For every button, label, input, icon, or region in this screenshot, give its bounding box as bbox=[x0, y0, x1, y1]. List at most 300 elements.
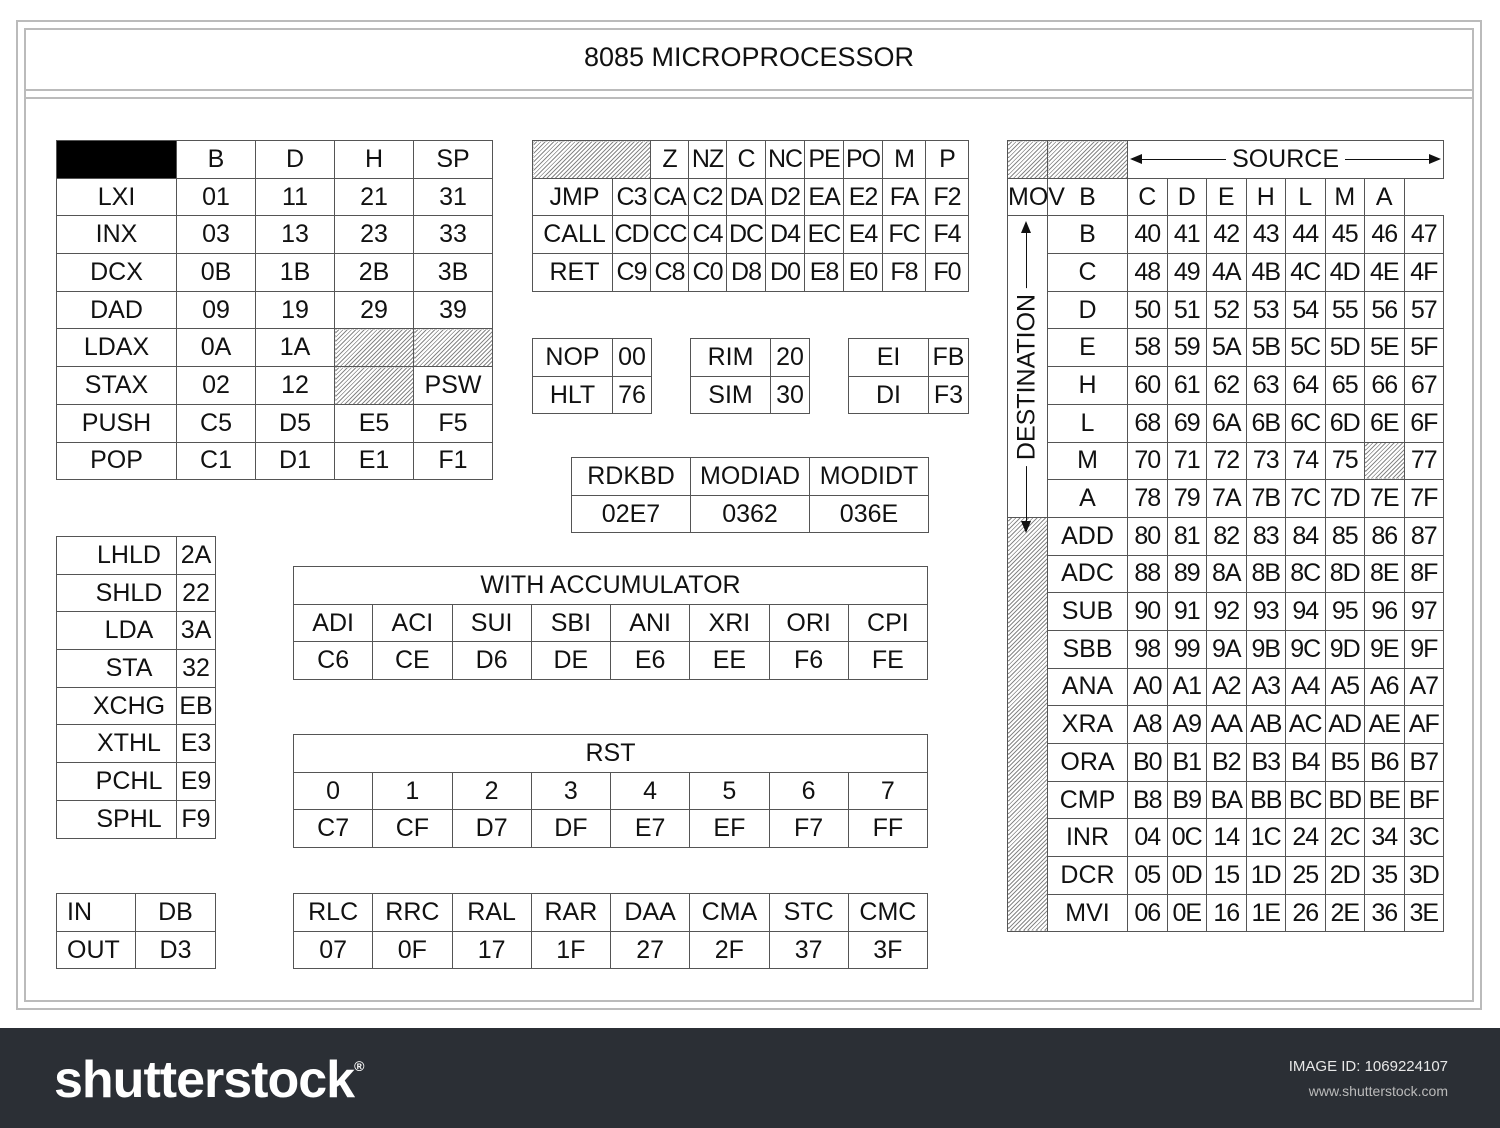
table-row bbox=[57, 800, 216, 838]
hatched-corner-cell bbox=[1008, 141, 1048, 179]
load-store-table bbox=[56, 536, 216, 839]
destination-register: B bbox=[1048, 216, 1128, 254]
opcode-cell: D8 bbox=[727, 254, 766, 292]
opcode-cell: 96 bbox=[1365, 593, 1405, 631]
opcode-cell: 14 bbox=[1207, 819, 1247, 857]
opcode-cell: B8 bbox=[1128, 781, 1168, 819]
opcode-cell: B7 bbox=[1404, 744, 1444, 782]
opcode-cell: 9B bbox=[1246, 630, 1286, 668]
opcode-cell: 6F bbox=[1404, 404, 1444, 442]
opcode-cell: D7 bbox=[452, 810, 531, 848]
table-row bbox=[57, 216, 493, 254]
opcode-cell: 03 bbox=[177, 216, 256, 254]
instruction-label: OUT bbox=[57, 931, 136, 969]
instruction-label: SBB bbox=[1048, 630, 1128, 668]
opcode-cell: DB bbox=[136, 894, 216, 932]
instruction-label: DCR bbox=[1048, 857, 1128, 895]
opcode-cell: 67 bbox=[1404, 367, 1444, 405]
routine-address: 0362 bbox=[691, 495, 810, 533]
opcode-cell: 6A bbox=[1207, 404, 1247, 442]
hatched-corner-cell bbox=[533, 141, 651, 179]
hatched-corner-cell bbox=[1048, 141, 1128, 179]
opcode-cell: C5 bbox=[177, 404, 256, 442]
opcode-cell: 85 bbox=[1325, 517, 1365, 555]
opcode-cell: 0C bbox=[1167, 819, 1207, 857]
opcode-cell: DC bbox=[727, 216, 766, 254]
table-row bbox=[57, 404, 493, 442]
rst-number: 2 bbox=[452, 772, 531, 810]
opcode-cell: 06 bbox=[1128, 894, 1168, 932]
opcode-cell: 4A bbox=[1207, 254, 1247, 292]
opcode-cell: 5F bbox=[1404, 329, 1444, 367]
table-row bbox=[57, 687, 216, 725]
header-cell: NC bbox=[766, 141, 805, 179]
opcode-cell: E6 bbox=[611, 642, 690, 680]
opcode-cell: 23 bbox=[335, 216, 414, 254]
opcode-cell: C4 bbox=[689, 216, 727, 254]
opcode-cell: B6 bbox=[1365, 744, 1405, 782]
opcode-cell: B4 bbox=[1286, 744, 1326, 782]
instruction-label: ADI bbox=[294, 604, 373, 642]
source-register: B bbox=[1048, 178, 1128, 216]
opcode-cell: 04 bbox=[1128, 819, 1168, 857]
instruction-label: DAA bbox=[611, 894, 690, 932]
rst-number: 1 bbox=[373, 772, 452, 810]
instruction-label: PCHL bbox=[57, 763, 177, 801]
source-register: A bbox=[1365, 178, 1405, 216]
opcode-cell: 90 bbox=[1128, 593, 1168, 631]
opcode-cell: 9E bbox=[1365, 630, 1405, 668]
header-cell: P bbox=[926, 141, 969, 179]
opcode-cell: FA bbox=[883, 178, 926, 216]
brand-name: shutterstock bbox=[54, 1051, 355, 1109]
table-row bbox=[1008, 744, 1444, 782]
header-cell: D bbox=[256, 141, 335, 179]
opcode-cell: 5A bbox=[1207, 329, 1247, 367]
table-row bbox=[1008, 367, 1444, 405]
rst-number: 3 bbox=[531, 772, 610, 810]
opcode-cell: 2E bbox=[1325, 894, 1365, 932]
opcode-cell: 3D bbox=[1404, 857, 1444, 895]
table-row bbox=[1008, 668, 1444, 706]
opcode-cell: 19 bbox=[256, 291, 335, 329]
instruction-label: ADC bbox=[1048, 555, 1128, 593]
opcode-cell: E2 bbox=[844, 178, 883, 216]
opcode-cell: 1A bbox=[256, 329, 335, 367]
opcode-cell: 86 bbox=[1365, 517, 1405, 555]
opcode-cell: CE bbox=[373, 642, 452, 680]
opcode-cell: AB bbox=[1246, 706, 1286, 744]
opcode-cell: 7F bbox=[1404, 480, 1444, 518]
opcode-cell: 52 bbox=[1207, 291, 1247, 329]
opcode-cell: AF bbox=[1404, 706, 1444, 744]
opcode-cell: 7C bbox=[1286, 480, 1326, 518]
opcode-cell: 1F bbox=[531, 931, 610, 969]
opcode-cell: A1 bbox=[1167, 668, 1207, 706]
title-divider bbox=[24, 89, 1474, 91]
opcode-cell: A9 bbox=[1167, 706, 1207, 744]
instruction-label: INX bbox=[57, 216, 177, 254]
opcode-cell: 83 bbox=[1246, 517, 1286, 555]
opcode-cell: C9 bbox=[613, 254, 651, 292]
table-header-row bbox=[533, 141, 969, 179]
table-row bbox=[1008, 706, 1444, 744]
opcode-cell: 8E bbox=[1365, 555, 1405, 593]
opcode-cell: 27 bbox=[611, 931, 690, 969]
opcode-cell: 26 bbox=[1286, 894, 1326, 932]
opcode-cell: 45 bbox=[1325, 216, 1365, 254]
opcode-cell: EE bbox=[690, 642, 769, 680]
opcode-cell: B9 bbox=[1167, 781, 1207, 819]
header-cell: PO bbox=[844, 141, 883, 179]
instruction-label: JMP bbox=[533, 178, 613, 216]
opcode-cell: 70 bbox=[1128, 442, 1168, 480]
opcode-cell: 40 bbox=[1128, 216, 1168, 254]
opcode-cell: 82 bbox=[1207, 517, 1247, 555]
opcode-cell: 2D bbox=[1325, 857, 1365, 895]
opcode-cell: A4 bbox=[1286, 668, 1326, 706]
routine-address: 02E7 bbox=[572, 495, 691, 533]
opcode-cell: FE bbox=[848, 642, 927, 680]
opcode-cell: 7B bbox=[1246, 480, 1286, 518]
instruction-label: RIM bbox=[691, 339, 771, 377]
header-cell: PE bbox=[805, 141, 844, 179]
opcode-cell: 98 bbox=[1128, 630, 1168, 668]
instruction-label: CMC bbox=[848, 894, 927, 932]
opcode-cell: 32 bbox=[177, 650, 216, 688]
opcode-cell: 39 bbox=[414, 291, 493, 329]
table-row bbox=[57, 178, 493, 216]
destination-register: H bbox=[1048, 367, 1128, 405]
opcode-cell: 80 bbox=[1128, 517, 1168, 555]
mov-label: MOV bbox=[1008, 178, 1048, 216]
routine-name: MODIDT bbox=[810, 458, 929, 496]
opcode-cell: 9D bbox=[1325, 630, 1365, 668]
opcode-cell: 42 bbox=[1207, 216, 1247, 254]
destination-register: M bbox=[1048, 442, 1128, 480]
opcode-cell: DE bbox=[531, 642, 610, 680]
opcode-cell: 8A bbox=[1207, 555, 1247, 593]
instruction-label: INR bbox=[1048, 819, 1128, 857]
destination-label: DESTINATION bbox=[1013, 288, 1042, 466]
opcode-cell: 4D bbox=[1325, 254, 1365, 292]
opcode-cell: 47 bbox=[1404, 216, 1444, 254]
opcode-cell: 24 bbox=[1286, 819, 1326, 857]
table-row bbox=[294, 772, 928, 810]
opcode-cell: FB bbox=[929, 339, 969, 377]
footer-bar bbox=[0, 1028, 1500, 1128]
opcode-cell: 65 bbox=[1325, 367, 1365, 405]
opcode-cell: E1 bbox=[335, 442, 414, 480]
table-row bbox=[849, 339, 969, 377]
opcode-cell: FF bbox=[848, 810, 927, 848]
caption-row bbox=[294, 735, 928, 773]
table-row bbox=[533, 376, 652, 414]
table-row bbox=[1008, 404, 1444, 442]
opcode-cell: 53 bbox=[1246, 291, 1286, 329]
opcode-cell: 61 bbox=[1167, 367, 1207, 405]
table-header-row bbox=[1008, 178, 1444, 216]
instruction-label: ANI bbox=[611, 604, 690, 642]
opcode-cell: 02 bbox=[177, 367, 256, 405]
source-register: M bbox=[1325, 178, 1365, 216]
opcode-cell: A5 bbox=[1325, 668, 1365, 706]
opcode-cell: BC bbox=[1286, 781, 1326, 819]
opcode-cell: 92 bbox=[1207, 593, 1247, 631]
instruction-label: DCX bbox=[57, 254, 177, 292]
source-register: D bbox=[1167, 178, 1207, 216]
opcode-cell: 73 bbox=[1246, 442, 1286, 480]
opcode-cell: 71 bbox=[1167, 442, 1207, 480]
opcode-cell: 07 bbox=[294, 931, 373, 969]
table-caption: WITH ACCUMULATOR bbox=[294, 567, 928, 605]
opcode-cell: 87 bbox=[1404, 517, 1444, 555]
opcode-cell: 56 bbox=[1365, 291, 1405, 329]
opcode-cell: 6B bbox=[1246, 404, 1286, 442]
opcode-cell: 13 bbox=[256, 216, 335, 254]
rst-number: 7 bbox=[848, 772, 927, 810]
opcode-cell: E4 bbox=[844, 216, 883, 254]
opcode-cell: 15 bbox=[1207, 857, 1247, 895]
opcode-cell: A7 bbox=[1404, 668, 1444, 706]
table-row bbox=[57, 254, 493, 292]
opcode-cell: A3 bbox=[1246, 668, 1286, 706]
opcode-cell: AE bbox=[1365, 706, 1405, 744]
opcode-cell: 4B bbox=[1246, 254, 1286, 292]
opcode-cell: 58 bbox=[1128, 329, 1168, 367]
opcode-cell: 4E bbox=[1365, 254, 1405, 292]
opcode-cell: 5D bbox=[1325, 329, 1365, 367]
opcode-cell: AD bbox=[1325, 706, 1365, 744]
opcode-cell: F6 bbox=[769, 642, 848, 680]
table-header-row bbox=[572, 458, 929, 496]
hatched-cell bbox=[1365, 442, 1405, 480]
opcode-cell: 51 bbox=[1167, 291, 1207, 329]
destination-register: A bbox=[1048, 480, 1128, 518]
opcode-cell: 17 bbox=[452, 931, 531, 969]
opcode-cell: A0 bbox=[1128, 668, 1168, 706]
opcode-cell: 59 bbox=[1167, 329, 1207, 367]
opcode-cell: 11 bbox=[256, 178, 335, 216]
opcode-cell: 4F bbox=[1404, 254, 1444, 292]
opcode-cell: D3 bbox=[136, 931, 216, 969]
opcode-cell: 72 bbox=[1207, 442, 1247, 480]
routine-name: MODIAD bbox=[691, 458, 810, 496]
opcode-cell: AC bbox=[1286, 706, 1326, 744]
opcode-cell: 37 bbox=[769, 931, 848, 969]
opcode-cell: E7 bbox=[611, 810, 690, 848]
table-row bbox=[57, 612, 216, 650]
register-pair-table bbox=[56, 140, 493, 480]
ei-di-table bbox=[848, 338, 969, 414]
opcode-cell: E0 bbox=[844, 254, 883, 292]
opcode-cell: 4C bbox=[1286, 254, 1326, 292]
nop-hlt-table bbox=[532, 338, 652, 414]
table-row bbox=[57, 537, 216, 575]
instruction-label: ADD bbox=[1048, 517, 1128, 555]
instruction-label: LDAX bbox=[57, 329, 177, 367]
instruction-label: RAR bbox=[531, 894, 610, 932]
instruction-label: ANA bbox=[1048, 668, 1128, 706]
opcode-cell: 91 bbox=[1167, 593, 1207, 631]
opcode-cell: C3 bbox=[613, 178, 651, 216]
opcode-cell: B3 bbox=[1246, 744, 1286, 782]
opcode-cell: 43 bbox=[1246, 216, 1286, 254]
opcode-cell: DA bbox=[727, 178, 766, 216]
instruction-label: LXI bbox=[57, 178, 177, 216]
opcode-cell: 05 bbox=[1128, 857, 1168, 895]
instruction-label: RAL bbox=[452, 894, 531, 932]
opcode-cell: D4 bbox=[766, 216, 805, 254]
instruction-label: SUI bbox=[452, 604, 531, 642]
rst-number: 4 bbox=[611, 772, 690, 810]
table-row bbox=[572, 495, 929, 533]
instruction-label: DAD bbox=[57, 291, 177, 329]
destination-register: D bbox=[1048, 291, 1128, 329]
instruction-label: PUSH bbox=[57, 404, 177, 442]
opcode-cell: F1 bbox=[414, 442, 493, 480]
table-caption: RST bbox=[294, 735, 928, 773]
opcode-cell: 3E bbox=[1404, 894, 1444, 932]
opcode-cell: 95 bbox=[1325, 593, 1365, 631]
opcode-cell: A2 bbox=[1207, 668, 1247, 706]
opcode-cell: 49 bbox=[1167, 254, 1207, 292]
instruction-label: POP bbox=[57, 442, 177, 480]
opcode-cell: D0 bbox=[766, 254, 805, 292]
header-cell: B bbox=[177, 141, 256, 179]
opcode-cell: 44 bbox=[1286, 216, 1326, 254]
opcode-cell: 09 bbox=[177, 291, 256, 329]
instruction-label: NOP bbox=[533, 339, 613, 377]
caption-row bbox=[294, 567, 928, 605]
opcode-cell: 78 bbox=[1128, 480, 1168, 518]
site-url: www.shutterstock.com bbox=[1308, 1083, 1448, 1099]
opcode-cell: B5 bbox=[1325, 744, 1365, 782]
opcode-cell: BB bbox=[1246, 781, 1286, 819]
opcode-cell: E8 bbox=[805, 254, 844, 292]
table-row bbox=[1008, 254, 1444, 292]
table-row bbox=[57, 725, 216, 763]
instruction-label: LDA bbox=[57, 612, 177, 650]
opcode-cell: EA bbox=[805, 178, 844, 216]
table-row bbox=[1008, 291, 1444, 329]
instruction-label: CALL bbox=[533, 216, 613, 254]
opcode-cell: 79 bbox=[1167, 480, 1207, 518]
table-row bbox=[1008, 819, 1444, 857]
instruction-label: EI bbox=[849, 339, 929, 377]
image-id: IMAGE ID: 1069224107 bbox=[1288, 1058, 1448, 1075]
opcode-cell: 21 bbox=[335, 178, 414, 216]
table-row bbox=[57, 894, 216, 932]
opcode-cell: 50 bbox=[1128, 291, 1168, 329]
opcode-cell: CC bbox=[651, 216, 689, 254]
opcode-cell: B1 bbox=[1167, 744, 1207, 782]
opcode-cell: 3F bbox=[848, 931, 927, 969]
instruction-label: ORI bbox=[769, 604, 848, 642]
opcode-cell: 20 bbox=[771, 339, 810, 377]
opcode-cell: 8C bbox=[1286, 555, 1326, 593]
opcode-cell: D5 bbox=[256, 404, 335, 442]
opcode-cell: 97 bbox=[1404, 593, 1444, 631]
opcode-cell: C7 bbox=[294, 810, 373, 848]
opcode-cell: E9 bbox=[177, 763, 216, 801]
opcode-cell: 6C bbox=[1286, 404, 1326, 442]
opcode-cell: 1C bbox=[1246, 819, 1286, 857]
instruction-label: XRI bbox=[690, 604, 769, 642]
opcode-cell: D6 bbox=[452, 642, 531, 680]
opcode-cell: 0B bbox=[177, 254, 256, 292]
instruction-label: SBI bbox=[531, 604, 610, 642]
opcode-cell: CA bbox=[651, 178, 689, 216]
opcode-cell: 99 bbox=[1167, 630, 1207, 668]
table-row bbox=[1008, 555, 1444, 593]
instruction-label: ACI bbox=[373, 604, 452, 642]
opcode-cell: BD bbox=[1325, 781, 1365, 819]
opcode-cell: 57 bbox=[1404, 291, 1444, 329]
opcode-cell: F8 bbox=[883, 254, 926, 292]
opcode-cell: 84 bbox=[1286, 517, 1326, 555]
opcode-cell: 2A bbox=[177, 537, 216, 575]
table-row bbox=[1008, 894, 1444, 932]
source-label: SOURCE bbox=[1226, 145, 1345, 173]
table-row bbox=[533, 178, 969, 216]
instruction-label: SIM bbox=[691, 376, 771, 414]
opcode-cell: 3C bbox=[1404, 819, 1444, 857]
opcode-cell: F2 bbox=[926, 178, 969, 216]
opcode-cell: F7 bbox=[769, 810, 848, 848]
opcode-cell: F3 bbox=[929, 376, 969, 414]
instruction-label: ORA bbox=[1048, 744, 1128, 782]
instruction-label: STAX bbox=[57, 367, 177, 405]
opcode-cell: 6D bbox=[1325, 404, 1365, 442]
opcode-cell: A8 bbox=[1128, 706, 1168, 744]
table-row bbox=[294, 604, 928, 642]
opcode-cell: AA bbox=[1207, 706, 1247, 744]
instruction-label: SUB bbox=[1048, 593, 1128, 631]
rst-number: 0 bbox=[294, 772, 373, 810]
rst-table bbox=[293, 734, 928, 848]
opcode-cell: 66 bbox=[1365, 367, 1405, 405]
opcode-cell: 33 bbox=[414, 216, 493, 254]
page-title: 8085 MICROPROCESSOR bbox=[583, 42, 915, 72]
instruction-label: SPHL bbox=[57, 800, 177, 838]
opcode-cell: BA bbox=[1207, 781, 1247, 819]
opcode-cell: F9 bbox=[177, 800, 216, 838]
opcode-cell: 77 bbox=[1404, 442, 1444, 480]
instruction-label: CMA bbox=[690, 894, 769, 932]
opcode-cell: 64 bbox=[1286, 367, 1326, 405]
opcode-cell: 9C bbox=[1286, 630, 1326, 668]
header-cell: Z bbox=[651, 141, 689, 179]
opcode-cell: 54 bbox=[1286, 291, 1326, 329]
instruction-label: STA bbox=[57, 650, 177, 688]
source-row bbox=[1008, 141, 1444, 179]
opcode-cell: 1D bbox=[1246, 857, 1286, 895]
rotate-misc-table bbox=[293, 893, 928, 969]
hatched-cell bbox=[414, 329, 493, 367]
table-row bbox=[1008, 442, 1444, 480]
opcode-cell: D1 bbox=[256, 442, 335, 480]
opcode-cell: 2F bbox=[690, 931, 769, 969]
opcode-cell: D2 bbox=[766, 178, 805, 216]
opcode-cell: F0 bbox=[926, 254, 969, 292]
opcode-cell: BE bbox=[1365, 781, 1405, 819]
instruction-label: RLC bbox=[294, 894, 373, 932]
opcode-cell: 9A bbox=[1207, 630, 1247, 668]
opcode-cell: C2 bbox=[689, 178, 727, 216]
opcode-cell: EB bbox=[177, 687, 216, 725]
source-register: H bbox=[1246, 178, 1286, 216]
